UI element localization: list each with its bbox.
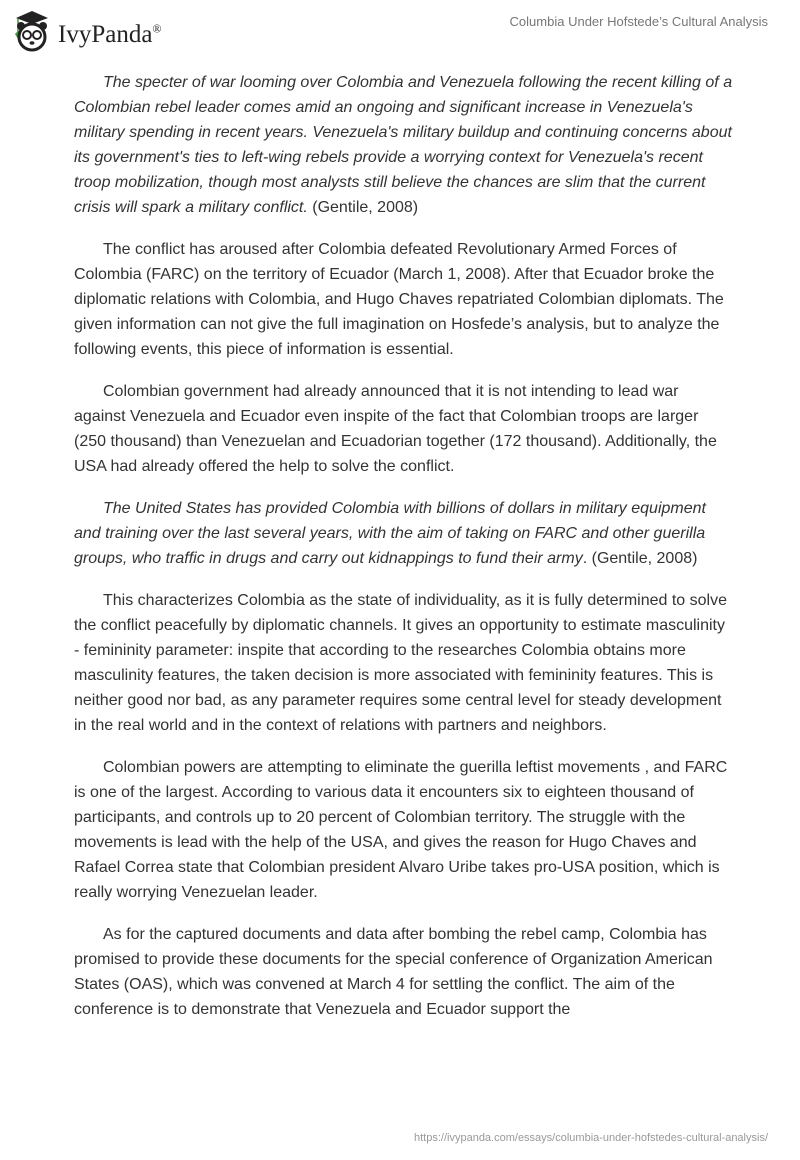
essay-body — [74, 70, 734, 1039]
source-url[interactable]: https://ivypanda.com/essays/columbia-under-hofstedes-cultural-analysis/ — [414, 1132, 768, 1144]
ivypanda-logo[interactable] — [12, 8, 162, 54]
paragraph: The United States has provided Colombia with billions of dollars in military equipment and training over the last several years, with the aim of taking on FARC and other guerilla groups, who traffic in drugs and carry out kidnappings to fund their army. (Gentile, 2008) — [74, 500, 706, 567]
document-title: Columbia Under Hofstede’s Cultural Analysis — [509, 14, 768, 29]
paragraph: Colombian government had already announced that it is not intending to lead war against Venezuela and Ecuador even inspite of the fact that Colombian troops are larger (250 thousand) than Venezuelan and Ecuadorian together (172 thousand). Additionally, the USA had already offered the help to solve the conflict. — [74, 383, 717, 475]
paragraph: This characterizes Colombia as the state of individuality, as it is fully determined to solve the conflict peacefully by diplomatic channels. It gives an opportunity to estimate masculinity - femininity parameter: inspite that according to the researches Colombia obtains more masculinity features, the taken decision is more associated with femininity features. This is neither good nor bad, as any parameter requires some central level for steady development in the real world and in the context of relations with partners and neighbors. — [74, 592, 727, 734]
panda-graduate-icon — [12, 8, 52, 54]
paragraph: Colombian powers are attempting to eliminate the guerilla leftist movements , and FARC is one of the largest. According to various data it encounters six to eighteen thousand of participants, and controls up to 20 percent of Colombian territory. The struggle with the movements is lead with the help of the USA, and gives the reason for Hugo Chaves and Rafael Correa state that Colombian president Alvaro Uribe takes pro-USA position, which is really worrying Venezuelan leader. — [74, 759, 728, 901]
logo-text: IvyPanda® — [58, 21, 162, 48]
paragraph: The conflict has aroused after Colombia defeated Revolutionary Armed Forces of Colombia (FARC) on the territory of Ecuador (March 1, 2008). After that Ecuador broke the diplomatic relations with Colombia, and Hugo Chaves repatriated Colombian diplomats. The given information can not give the full imagination on Hosfede’s analysis, but to analyze the following events, this piece of information is essential. — [74, 241, 724, 358]
paragraph: As for the captured documents and data after bombing the rebel camp, Colombia has promised to provide these documents for the special conference of Organization American States (OAS), which was convened at March 4 for settling the conflict. The aim of the conference is to demonstrate that Venezuela and Ecuador support the — [74, 926, 713, 1018]
paragraph: The specter of war looming over Colombia and Venezuela following the recent killing of a Colombian rebel leader comes amid an ongoing and significant increase in Venezuela's military spending in recent years. Venezuela's military buildup and continuing concerns about its government's ties to left-wing rebels provide a worrying context for Venezuela's recent troop mobilization, though most analysts still believe the chances are slim that the current crisis will spark a military conflict. (Gentile, 2008) — [74, 74, 733, 216]
page-header — [0, 0, 800, 60]
